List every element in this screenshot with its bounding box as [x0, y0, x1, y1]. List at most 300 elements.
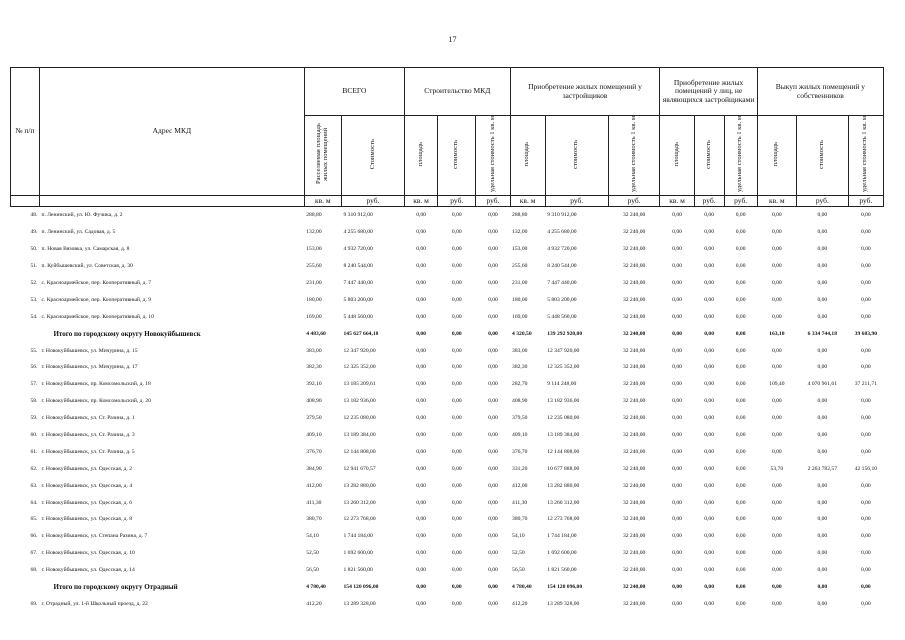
value-cell: 13 189 384,00 [343, 432, 376, 439]
table-row [11, 595, 884, 612]
value-cell: 0,00 [771, 448, 782, 455]
value-cell: 0,00 [416, 263, 426, 270]
value-cell: 231,00 [306, 280, 322, 286]
value-cell: 13 282 880,00 [547, 482, 580, 489]
row-number: 48. [30, 212, 38, 219]
value-cell: 0,00 [416, 465, 426, 472]
value-cell: 0,00 [704, 313, 714, 320]
value-cell: 32 240,00 [622, 516, 646, 523]
value-cell: 0,00 [704, 212, 714, 219]
address-cell: г. Новокуйбышевск, ул. Степана Разина, д. 7 [41, 533, 148, 540]
header-sub: стоимость [796, 116, 848, 196]
value-cell: 0,00 [771, 600, 782, 607]
value-cell: 0,00 [672, 229, 682, 236]
value-cell: 13 289 328,00 [343, 600, 376, 607]
value-cell: 0,00 [488, 533, 498, 540]
value-cell: 412,00 [512, 482, 528, 489]
value-cell: 0,00 [672, 432, 682, 439]
value-cell: 0,00 [817, 398, 828, 405]
unit-cell: руб. [724, 196, 757, 207]
value-cell: 0,00 [704, 499, 714, 506]
address-cell: г. Новокуйбышевск, ул. Ст. Разина, д. 5 [41, 448, 135, 455]
value-cell: 5 448 560,00 [547, 313, 577, 320]
value-cell: 0,00 [704, 246, 714, 253]
value-cell: 0,00 [735, 584, 746, 591]
value-cell: 0,00 [451, 448, 462, 455]
value-cell: 0,00 [672, 448, 682, 455]
value-cell: 383,00 [306, 347, 322, 354]
row-number: 54. [30, 313, 38, 320]
value-cell: 0,00 [488, 600, 498, 607]
value-cell: 0,00 [771, 567, 782, 574]
value-cell: 163,10 [769, 330, 785, 337]
value-cell: 12 325 352,00 [343, 364, 376, 371]
value-cell: 0,00 [860, 263, 871, 270]
value-cell: 12 273 768,00 [547, 516, 580, 523]
address-cell: с. Красноармейское, пер. Кооперативный, д. 9 [41, 296, 152, 303]
value-cell: 0,00 [451, 229, 462, 236]
header-group-construction: Строительство МКД [405, 68, 510, 116]
value-cell: 0,00 [451, 600, 462, 607]
table-row [11, 393, 884, 410]
value-cell: 0,00 [771, 398, 782, 405]
value-cell: 109,40 [769, 381, 785, 388]
value-cell: 379,50 [306, 415, 322, 422]
header-sub: Стоимость [341, 116, 404, 196]
unit-cell: руб. [438, 196, 476, 207]
value-cell: 12 235 080,00 [343, 415, 376, 422]
value-cell: 0,00 [672, 381, 682, 388]
value-cell: 4 932 720,00 [343, 246, 373, 253]
value-cell: 9 114 248,00 [547, 381, 577, 388]
row-number: 57. [30, 381, 38, 388]
value-cell: 0,00 [416, 398, 426, 405]
value-cell: 384,90 [306, 465, 322, 472]
value-cell: 32 240,00 [622, 280, 646, 286]
value-cell: 0,00 [488, 432, 498, 439]
value-cell: 12 144 808,00 [547, 448, 580, 455]
value-cell: 32 240,00 [622, 263, 646, 270]
value-cell: 0,00 [488, 246, 498, 253]
value-cell: 0,00 [860, 296, 871, 303]
value-cell: 0,00 [488, 347, 498, 354]
value-cell: 0,00 [672, 246, 682, 253]
value-cell: 0,00 [860, 280, 871, 286]
row-number: 49. [30, 229, 38, 236]
value-cell: 0,00 [451, 482, 462, 489]
value-cell: 0,00 [860, 567, 871, 574]
header-sub: удельная стоимость 1 кв. м [724, 116, 757, 196]
value-cell: 0,00 [704, 263, 714, 270]
value-cell: 32 240,00 [622, 465, 646, 472]
value-cell: 409,10 [512, 432, 528, 439]
value-cell: 0,00 [771, 482, 782, 489]
value-cell: 13 289 328,00 [547, 600, 580, 607]
value-cell: 0,00 [704, 482, 714, 489]
value-cell: 0,00 [416, 212, 426, 219]
value-cell: 376,70 [512, 448, 528, 455]
value-cell: 0,00 [488, 296, 498, 303]
value-cell: 2 263 782,57 [807, 465, 838, 472]
value-cell: 0,00 [735, 246, 746, 253]
value-cell: 0,00 [771, 432, 782, 439]
value-cell: 1 821 560,00 [547, 567, 577, 574]
row-number: 69. [30, 600, 38, 607]
value-cell: 0,00 [771, 212, 782, 219]
value-cell: 32 240,00 [622, 600, 646, 607]
table-row [11, 427, 884, 444]
address-cell: г. Новокуйбышевск, ул. Одесская, д. 6 [41, 499, 133, 506]
value-cell: 5 803 200,00 [547, 296, 577, 303]
value-cell: 0,00 [451, 263, 462, 270]
value-cell: 0,00 [735, 465, 746, 472]
value-cell: 0,00 [704, 516, 714, 523]
value-cell: 0,00 [451, 567, 462, 574]
value-cell: 0,00 [735, 229, 746, 236]
value-cell: 0,00 [451, 398, 462, 405]
value-cell: 0,00 [451, 381, 462, 388]
value-cell: 180,00 [306, 296, 322, 303]
address-cell: г. Новокуйбышевск, ул. Ст. Разина, д. 3 [41, 432, 135, 439]
value-cell: 0,00 [735, 567, 746, 574]
value-cell: 180,00 [512, 296, 528, 303]
value-cell: 12 235 080,00 [547, 415, 580, 422]
value-cell: 0,00 [860, 499, 871, 506]
value-cell: 0,00 [735, 499, 746, 506]
value-cell: 32 240,00 [622, 584, 646, 591]
value-cell: 0,00 [416, 482, 426, 489]
value-cell: 0,00 [416, 432, 426, 439]
row-number: 66. [30, 533, 38, 540]
value-cell: 0,00 [451, 465, 462, 472]
value-cell: 0,00 [451, 347, 462, 354]
value-cell: 0,00 [771, 584, 782, 591]
table-row [11, 241, 884, 258]
address-cell: г. Отрадный, ул. 1-й Школьный проезд, д. 22 [41, 600, 148, 607]
value-cell: 8 240 544,00 [343, 263, 373, 270]
value-cell: 0,00 [860, 347, 871, 354]
table-header [11, 68, 884, 207]
value-cell: 4 320,50 [512, 330, 532, 337]
address-cell: г. Новокуйбышевск, ул. Одесская, д. 8 [41, 516, 133, 523]
value-cell: 0,00 [672, 330, 682, 337]
value-cell: 0,00 [860, 415, 871, 422]
address-cell: г. Новокуйбышевск, ул. Одесская, д. 10 [41, 550, 135, 557]
unit-cell: кв. м [405, 196, 438, 207]
value-cell: 12 347 920,00 [343, 347, 376, 354]
value-cell: 153,00 [512, 246, 528, 253]
value-cell: 0,00 [488, 280, 498, 286]
value-cell: 0,00 [771, 296, 782, 303]
value-cell: 0,00 [735, 347, 746, 354]
value-cell: 0,00 [860, 432, 871, 439]
value-cell: 13 260 312,00 [343, 499, 376, 506]
units-row [11, 196, 884, 207]
address-cell: г. Новокуйбышевск, ул. Мичурина, д. 17 [41, 364, 138, 371]
value-cell: 1 692 600,00 [343, 550, 373, 557]
value-cell: 231,00 [512, 280, 528, 286]
row-number: 50. [30, 246, 38, 253]
value-cell: 1 744 184,00 [547, 533, 577, 540]
value-cell: 52,50 [512, 550, 525, 557]
header-sub: Расселяемая площадь жилых помещений [304, 116, 341, 196]
value-cell: 409,10 [306, 432, 322, 439]
value-cell: 0,00 [771, 347, 782, 354]
value-cell: 0,00 [704, 448, 714, 455]
value-cell: 0,00 [735, 212, 746, 219]
value-cell: 0,00 [771, 263, 782, 270]
table-row [11, 545, 884, 562]
value-cell: 153,00 [306, 246, 322, 253]
value-cell: 0,00 [451, 296, 462, 303]
value-cell: 0,00 [817, 550, 828, 557]
value-cell: 282,70 [512, 381, 528, 388]
value-cell: 0,00 [672, 465, 682, 472]
row-number: 65. [30, 516, 38, 523]
row-number: 64. [30, 499, 38, 506]
value-cell: 0,00 [451, 550, 462, 557]
value-cell: 411,30 [512, 499, 528, 506]
value-cell: 0,00 [488, 229, 498, 236]
value-cell: 0,00 [672, 584, 682, 591]
value-cell: 392,10 [306, 381, 322, 388]
value-cell: 0,00 [451, 415, 462, 422]
value-cell: 0,00 [704, 432, 714, 439]
address-cell: п. Куйбышевский, ул. Советская, д. 30 [41, 263, 133, 270]
value-cell: 13 260 312,00 [547, 499, 580, 506]
value-cell: 0,00 [451, 516, 462, 523]
value-cell: 382,30 [306, 364, 322, 371]
resettlement-table [10, 67, 884, 612]
value-cell: 0,00 [735, 263, 746, 270]
value-cell: 32 240,00 [622, 313, 646, 320]
address-cell: г. Новокуйбышевск, ул. Одесская, д. 14 [41, 567, 135, 574]
value-cell: 0,00 [416, 381, 426, 388]
total-row [11, 325, 884, 342]
value-cell: 0,00 [735, 448, 746, 455]
value-cell: 0,00 [735, 296, 746, 303]
address-cell: п. Ленинский, ул. Ю. Фучика, д. 2 [41, 212, 123, 219]
value-cell: 56,50 [512, 567, 525, 574]
address-cell: г. Новокуйбышевск, ул. Одесская, д. 4 [41, 482, 133, 489]
value-cell: 0,00 [416, 280, 426, 286]
value-cell: 0,00 [704, 330, 714, 337]
value-cell: 0,00 [704, 415, 714, 422]
value-cell: 0,00 [817, 229, 828, 236]
unit-cell: руб. [796, 196, 848, 207]
value-cell: 0,00 [860, 584, 871, 591]
value-cell: 0,00 [416, 229, 426, 236]
value-cell: 32 240,00 [622, 432, 646, 439]
table-row [11, 410, 884, 427]
unit-cell: руб. [476, 196, 510, 207]
header-group-total: ВСЕГО [304, 68, 404, 116]
value-cell: 0,00 [488, 330, 498, 337]
value-cell: 52,50 [306, 550, 319, 557]
row-number [11, 325, 40, 342]
value-cell: 0,00 [416, 330, 426, 337]
value-cell: 380,70 [512, 516, 528, 523]
value-cell: 0,00 [488, 448, 498, 455]
address-cell: с. Красноармейское, пер. Кооперативный, д. 10 [41, 313, 154, 320]
address-cell: г. Новокуйбышевск, ул. Одесская, д. 2 [41, 465, 133, 472]
value-cell: 32 240,00 [622, 415, 646, 422]
page-number: 17 [448, 35, 457, 44]
value-cell: 0,00 [451, 499, 462, 506]
value-cell: 0,00 [735, 330, 746, 337]
value-cell: 32 240,00 [622, 567, 646, 574]
value-cell: 0,00 [704, 364, 714, 371]
value-cell: 5 803 200,00 [343, 296, 373, 303]
header-group-developers: Приобретение жилых помещений у застройщиков [510, 68, 660, 116]
value-cell: 0,00 [451, 246, 462, 253]
value-cell: 0,00 [672, 533, 682, 540]
value-cell: 32 240,00 [622, 212, 646, 219]
header-sub: стоимость [545, 116, 608, 196]
value-cell: 54,10 [512, 533, 525, 540]
value-cell: 4 483,60 [306, 330, 326, 337]
value-cell: 1 744 184,00 [343, 533, 373, 540]
value-cell: 32 240,00 [622, 482, 646, 489]
value-cell: 0,00 [704, 600, 714, 607]
value-cell: 0,00 [704, 398, 714, 405]
value-cell: 408,90 [306, 398, 322, 405]
value-cell: 169,00 [306, 313, 322, 320]
table-row [11, 460, 884, 477]
row-number: 56. [30, 364, 38, 371]
value-cell: 0,00 [488, 398, 498, 405]
value-cell: 0,00 [672, 347, 682, 354]
address-cell: с. Красноармейское, пер. Кооперативный, д. 7 [41, 280, 152, 286]
value-cell: 169,00 [512, 313, 528, 320]
value-cell: 0,00 [817, 415, 828, 422]
address-cell: г. Новокуйбышевск, пр. Комсомольский, д. 18 [41, 381, 151, 388]
value-cell: 0,00 [451, 533, 462, 540]
value-cell: 32 240,00 [622, 381, 646, 388]
value-cell: 0,00 [704, 347, 714, 354]
header-num: № п/п [11, 68, 40, 196]
value-cell: 0,00 [672, 550, 682, 557]
value-cell: 0,00 [735, 364, 746, 371]
header-group-non-developers: Приобретение жилых помещений у лиц, не являющихся застройщиками [660, 68, 757, 116]
value-cell: 4 255 680,00 [547, 229, 577, 236]
header-address: Адрес МКД [39, 68, 304, 196]
address-cell: г. Новокуйбышевск, ул. Мичурина, д. 15 [41, 347, 138, 354]
value-cell: 0,00 [860, 448, 871, 455]
value-cell: 0,00 [817, 246, 828, 253]
value-cell: 408,90 [512, 398, 528, 405]
value-cell: 32 240,00 [622, 229, 646, 236]
value-cell: 0,00 [817, 432, 828, 439]
value-cell: 0,00 [860, 313, 871, 320]
value-cell: 383,00 [512, 347, 528, 354]
value-cell: 0,00 [860, 533, 871, 540]
value-cell: 32 240,00 [622, 533, 646, 540]
header-sub: площадь [510, 116, 545, 196]
header-sub: удельная стоимость 1 кв. м [476, 116, 510, 196]
value-cell: 0,00 [488, 550, 498, 557]
value-cell: 0,00 [860, 550, 871, 557]
value-cell: 0,00 [672, 263, 682, 270]
value-cell: 0,00 [672, 482, 682, 489]
value-cell: 0,00 [704, 567, 714, 574]
row-number: 53. [30, 296, 38, 303]
value-cell: 0,00 [771, 516, 782, 523]
table-row [11, 443, 884, 460]
value-cell: 0,00 [704, 229, 714, 236]
value-cell: 0,00 [771, 229, 782, 236]
value-cell: 13 182 936,00 [343, 398, 376, 405]
value-cell: 0,00 [704, 584, 714, 591]
value-cell: 0,00 [860, 482, 871, 489]
value-cell: 0,00 [672, 600, 682, 607]
value-cell: 0,00 [704, 465, 714, 472]
value-cell: 0,00 [817, 533, 828, 540]
table-row [11, 224, 884, 241]
value-cell: 412,20 [306, 600, 322, 607]
value-cell: 331,20 [512, 465, 528, 472]
value-cell: 12 941 670,57 [343, 465, 376, 472]
value-cell: 0,00 [735, 600, 746, 607]
address-cell: п. Новая Вязовка, ул. Самарская, д. 8 [41, 246, 130, 253]
value-cell: 12 144 808,00 [343, 448, 376, 455]
value-cell: 0,00 [860, 398, 871, 405]
value-cell: 0,00 [735, 533, 746, 540]
total-label: Итого по городскому округу Новокуйбышевск [53, 329, 201, 338]
value-cell: 0,00 [771, 499, 782, 506]
value-cell: 412,00 [306, 482, 322, 489]
value-cell: 0,00 [672, 516, 682, 523]
value-cell: 0,00 [860, 600, 871, 607]
value-cell: 0,00 [451, 432, 462, 439]
value-cell: 37 211,71 [854, 381, 877, 388]
value-cell: 132,00 [306, 229, 322, 236]
value-cell: 0,00 [817, 499, 828, 506]
value-cell: 0,00 [771, 533, 782, 540]
value-cell: 0,00 [672, 280, 682, 286]
value-cell: 0,00 [416, 246, 426, 253]
value-cell: 0,00 [416, 567, 426, 574]
total-row [11, 579, 884, 596]
value-cell: 0,00 [735, 280, 746, 286]
value-cell: 13 282 880,00 [343, 482, 376, 489]
value-cell: 32 240,00 [622, 550, 646, 557]
value-cell: 4 780,40 [306, 584, 326, 591]
value-cell: 0,00 [771, 364, 782, 371]
value-cell: 42 156,10 [854, 465, 878, 472]
value-cell: 154 120 096,00 [343, 584, 379, 591]
table-row [11, 528, 884, 545]
value-cell: 0,00 [735, 432, 746, 439]
value-cell: 380,70 [306, 516, 322, 523]
table-row [11, 258, 884, 275]
value-cell: 32 240,00 [622, 347, 646, 354]
value-cell: 1 821 560,00 [343, 567, 373, 574]
value-cell: 0,00 [704, 550, 714, 557]
value-cell: 0,00 [860, 212, 871, 219]
value-cell: 0,00 [817, 516, 828, 523]
unit-cell: кв. м [660, 196, 694, 207]
header-sub: удельная стоимость 1 кв. м [608, 116, 660, 196]
value-cell: 0,00 [488, 567, 498, 574]
value-cell: 288,80 [512, 212, 528, 219]
header-group-buyout: Выкуп жилых помещений у собственников [757, 68, 883, 116]
value-cell: 0,00 [771, 246, 782, 253]
value-cell: 0,00 [817, 296, 828, 303]
row-number: 59. [30, 415, 38, 422]
value-cell: 32 240,00 [622, 448, 646, 455]
header-sub: стоимость [438, 116, 476, 196]
